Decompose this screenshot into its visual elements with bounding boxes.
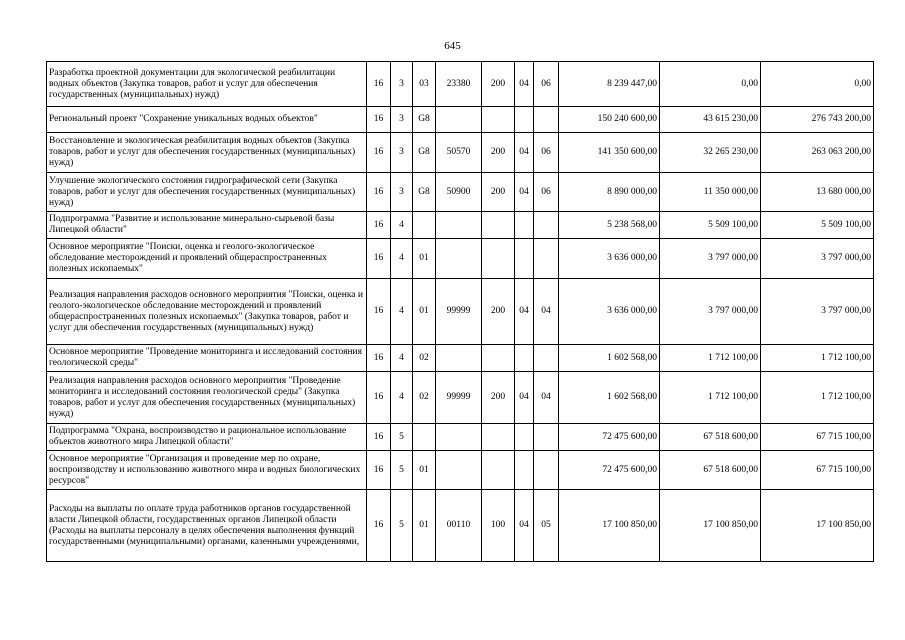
cell-amount-2: 3 797 000,00 xyxy=(660,279,761,345)
cell-row-name: Основное мероприятие "Проведение мониторинга и исследований состояния геологической среды" xyxy=(47,345,367,372)
cell-code-6: 04 xyxy=(515,372,534,424)
cell-amount-2: 0,00 xyxy=(660,62,761,107)
cell-amount-1: 72 475 600,00 xyxy=(559,451,660,490)
cell-code-6 xyxy=(515,451,534,490)
cell-code-2: 3 xyxy=(391,107,413,133)
cell-code-7 xyxy=(534,212,559,239)
cell-code-3: G8 xyxy=(413,133,436,173)
cell-amount-1: 72 475 600,00 xyxy=(559,424,660,451)
cell-row-name: Основное мероприятие "Поиски, оценка и геолого-экологическое обследование месторождений и проявлений общераспространенных полезных ископаемых" xyxy=(47,239,367,279)
cell-code-2: 5 xyxy=(391,424,413,451)
cell-code-4: 00110 xyxy=(436,490,482,562)
cell-code-5 xyxy=(482,212,515,239)
cell-code-4 xyxy=(436,107,482,133)
cell-amount-1: 150 240 600,00 xyxy=(559,107,660,133)
cell-row-name: Восстановление и экологическая реабилитация водных объектов (Закупка товаров, работ и услуг для обеспечения государственных (муниципальных) нужд) xyxy=(47,133,367,173)
cell-row-name: Подпрограмма "Охрана, воспроизводство и рациональное использование объектов животного мира Липецкой области" xyxy=(47,424,367,451)
cell-code-5 xyxy=(482,451,515,490)
cell-code-3: 02 xyxy=(413,372,436,424)
cell-code-3: 03 xyxy=(413,62,436,107)
cell-amount-2: 17 100 850,00 xyxy=(660,490,761,562)
cell-code-2: 3 xyxy=(391,133,413,173)
cell-code-7: 06 xyxy=(534,173,559,212)
table-row xyxy=(47,133,874,173)
cell-amount-3: 3 797 000,00 xyxy=(761,279,874,345)
cell-code-3: G8 xyxy=(413,173,436,212)
cell-code-3 xyxy=(413,212,436,239)
cell-amount-1: 17 100 850,00 xyxy=(559,490,660,562)
cell-amount-1: 8 239 447,00 xyxy=(559,62,660,107)
cell-amount-3: 0,00 xyxy=(761,62,874,107)
table-row xyxy=(47,279,874,345)
cell-code-3: G8 xyxy=(413,107,436,133)
cell-code-1: 16 xyxy=(367,345,391,372)
cell-code-6 xyxy=(515,345,534,372)
cell-code-6: 04 xyxy=(515,133,534,173)
cell-code-5 xyxy=(482,345,515,372)
cell-amount-2: 1 712 100,00 xyxy=(660,345,761,372)
budget-table xyxy=(46,61,874,562)
cell-code-4 xyxy=(436,239,482,279)
cell-amount-2: 3 797 000,00 xyxy=(660,239,761,279)
cell-amount-1: 8 890 000,00 xyxy=(559,173,660,212)
cell-code-2: 3 xyxy=(391,62,413,107)
cell-code-1: 16 xyxy=(367,279,391,345)
cell-amount-2: 1 712 100,00 xyxy=(660,372,761,424)
cell-code-3: 02 xyxy=(413,345,436,372)
cell-code-4 xyxy=(436,212,482,239)
cell-code-1: 16 xyxy=(367,490,391,562)
cell-row-name: Региональный проект "Сохранение уникальных водных объектов" xyxy=(47,107,367,133)
cell-amount-3: 1 712 100,00 xyxy=(761,345,874,372)
cell-code-1: 16 xyxy=(367,372,391,424)
cell-code-6 xyxy=(515,239,534,279)
cell-amount-3: 276 743 200,00 xyxy=(761,107,874,133)
cell-code-5: 200 xyxy=(482,372,515,424)
page-number: 645 xyxy=(444,40,461,52)
cell-code-6 xyxy=(515,212,534,239)
cell-row-name: Реализация направления расходов основного мероприятия "Поиски, оценка и геолого-экологическое обследование месторождений и проявлений общераспространенных полезных ископаемых" (Закупка товаров, работ и услуг для обеспечения государственных (муниципальных) нужд) xyxy=(47,279,367,345)
cell-code-5: 100 xyxy=(482,490,515,562)
cell-code-1: 16 xyxy=(367,173,391,212)
cell-code-2: 4 xyxy=(391,372,413,424)
cell-code-3: 01 xyxy=(413,490,436,562)
cell-code-7 xyxy=(534,345,559,372)
cell-amount-3: 1 712 100,00 xyxy=(761,372,874,424)
cell-code-5: 200 xyxy=(482,279,515,345)
cell-code-4: 50900 xyxy=(436,173,482,212)
cell-code-7: 06 xyxy=(534,62,559,107)
cell-code-6 xyxy=(515,424,534,451)
cell-code-4: 99999 xyxy=(436,372,482,424)
table-row xyxy=(47,490,874,562)
cell-code-4: 23380 xyxy=(436,62,482,107)
cell-code-2: 4 xyxy=(391,345,413,372)
cell-amount-2: 32 265 230,00 xyxy=(660,133,761,173)
cell-amount-3: 5 509 100,00 xyxy=(761,212,874,239)
cell-code-4 xyxy=(436,451,482,490)
cell-row-name: Основное мероприятие "Организация и проведение мер по охране, воспроизводству и использованию животного мира и водных биологических ресурсов" xyxy=(47,451,367,490)
cell-amount-1: 5 238 568,00 xyxy=(559,212,660,239)
cell-amount-1: 3 636 000,00 xyxy=(559,279,660,345)
cell-code-1: 16 xyxy=(367,62,391,107)
cell-amount-1: 1 602 568,00 xyxy=(559,372,660,424)
cell-row-name: Подпрограмма "Развитие и использование минерально-сырьевой базы Липецкой области" xyxy=(47,212,367,239)
cell-code-6: 04 xyxy=(515,279,534,345)
table-row xyxy=(47,424,874,451)
cell-code-1: 16 xyxy=(367,239,391,279)
cell-code-2: 5 xyxy=(391,490,413,562)
cell-code-2: 4 xyxy=(391,212,413,239)
cell-row-name: Расходы на выплаты по оплате труда работников органов государственной власти Липецкой области, государственных органов Липецкой области (Расходы на выплаты персоналу в целях обеспечения выполнения функций государственными (муниципальными) органами, казенными учреждениями, xyxy=(47,490,367,562)
cell-amount-2: 67 518 600,00 xyxy=(660,424,761,451)
cell-code-3: 01 xyxy=(413,279,436,345)
cell-code-3: 01 xyxy=(413,451,436,490)
cell-code-7 xyxy=(534,451,559,490)
cell-row-name: Разработка проектной документации для экологической реабилитации водных объектов (Закупка товаров, работ и услуг для обеспечения государственных (муниципальных) нужд) xyxy=(47,62,367,107)
cell-code-4: 99999 xyxy=(436,279,482,345)
cell-amount-2: 5 509 100,00 xyxy=(660,212,761,239)
table-row xyxy=(47,107,874,133)
cell-code-1: 16 xyxy=(367,424,391,451)
cell-code-6: 04 xyxy=(515,173,534,212)
cell-code-5 xyxy=(482,239,515,279)
cell-code-5: 200 xyxy=(482,173,515,212)
table-row xyxy=(47,62,874,107)
cell-code-7: 06 xyxy=(534,133,559,173)
cell-code-1: 16 xyxy=(367,107,391,133)
cell-code-5: 200 xyxy=(482,133,515,173)
cell-code-2: 5 xyxy=(391,451,413,490)
table-row xyxy=(47,345,874,372)
cell-code-1: 16 xyxy=(367,133,391,173)
cell-code-5: 200 xyxy=(482,62,515,107)
cell-code-2: 4 xyxy=(391,239,413,279)
cell-code-1: 16 xyxy=(367,451,391,490)
cell-code-7 xyxy=(534,424,559,451)
cell-amount-1: 141 350 600,00 xyxy=(559,133,660,173)
cell-amount-3: 13 680 000,00 xyxy=(761,173,874,212)
cell-code-2: 3 xyxy=(391,173,413,212)
cell-code-7: 04 xyxy=(534,279,559,345)
cell-amount-2: 67 518 600,00 xyxy=(660,451,761,490)
cell-code-5 xyxy=(482,424,515,451)
cell-code-4: 50570 xyxy=(436,133,482,173)
cell-amount-2: 11 350 000,00 xyxy=(660,173,761,212)
cell-code-3: 01 xyxy=(413,239,436,279)
cell-code-7: 05 xyxy=(534,490,559,562)
cell-row-name: Улучшение экологического состояния гидрографической сети (Закупка товаров, работ и услуг для обеспечения государственных (муниципальных) нужд) xyxy=(47,173,367,212)
table-row xyxy=(47,372,874,424)
cell-amount-2: 43 615 230,00 xyxy=(660,107,761,133)
cell-code-6: 04 xyxy=(515,62,534,107)
cell-code-7 xyxy=(534,239,559,279)
table-row xyxy=(47,239,874,279)
cell-code-2: 4 xyxy=(391,279,413,345)
cell-code-5 xyxy=(482,107,515,133)
cell-code-3 xyxy=(413,424,436,451)
cell-code-6 xyxy=(515,107,534,133)
cell-amount-3: 3 797 000,00 xyxy=(761,239,874,279)
cell-row-name: Реализация направления расходов основного мероприятия "Проведение мониторинга и исследований состояния геологической среды" (Закупка товаров, работ и услуг для обеспечения государственных (муниципальных) нужд) xyxy=(47,372,367,424)
cell-amount-3: 67 715 100,00 xyxy=(761,424,874,451)
cell-amount-1: 1 602 568,00 xyxy=(559,345,660,372)
cell-code-7: 04 xyxy=(534,372,559,424)
cell-amount-3: 17 100 850,00 xyxy=(761,490,874,562)
cell-code-7 xyxy=(534,107,559,133)
cell-code-4 xyxy=(436,345,482,372)
table-row xyxy=(47,212,874,239)
cell-code-1: 16 xyxy=(367,212,391,239)
table-row xyxy=(47,451,874,490)
cell-amount-3: 263 063 200,00 xyxy=(761,133,874,173)
table-row xyxy=(47,173,874,212)
cell-code-6: 04 xyxy=(515,490,534,562)
cell-code-4 xyxy=(436,424,482,451)
cell-amount-3: 67 715 100,00 xyxy=(761,451,874,490)
cell-amount-1: 3 636 000,00 xyxy=(559,239,660,279)
